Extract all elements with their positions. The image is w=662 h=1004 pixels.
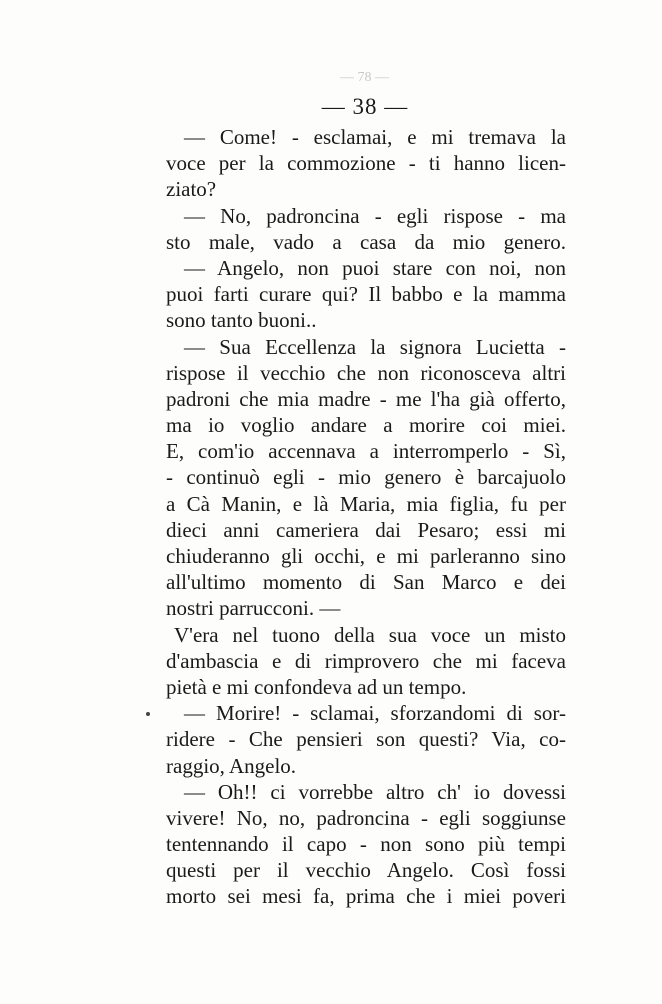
text-line: dieci anni cameriera dai Pesaro; essi mi xyxy=(166,517,566,542)
text-line: chiuderanno gli occhi, e mi parleranno sino xyxy=(166,544,566,568)
text-line: E, com'io accennava a interromperlo - Sì, xyxy=(166,439,566,464)
text-line: — Angelo, non puoi stare con noi, non xyxy=(184,255,566,280)
text-line: pietà e mi confondeva ad un tempo. xyxy=(166,674,467,699)
text-line: sto male, vado a casa da mio genero. xyxy=(166,229,566,254)
text-line: vivere! No, no, padroncina - egli soggiunse xyxy=(166,805,566,830)
text-line: questi per il vecchio Angelo. Così fossi xyxy=(166,858,566,883)
text-line: morto sei mesi fa, prima che i miei poveri xyxy=(166,884,566,909)
text-line: sono tanto buoni.. xyxy=(166,308,317,333)
text-line: — Morire! - sclamai, sforzandomi di sor- xyxy=(184,701,566,726)
text-line: voce per la commozione - ti hanno licen- xyxy=(166,151,566,176)
text-line: a Cà Manin, e là Maria, mia figlia, fu per xyxy=(166,491,566,516)
body-text xyxy=(166,124,566,910)
text-line: tentennando il capo - non sono più tempi xyxy=(166,832,566,857)
text-line: — No, padroncina - egli rispose - ma xyxy=(184,203,566,228)
text-line: padroni che mia madre - me l'ha già offerto, xyxy=(166,386,566,411)
text-line: — Sua Eccellenza la signora Lucietta - xyxy=(184,334,566,359)
text-line: all'ultimo momento di San Marco e dei xyxy=(166,570,566,595)
text-line: raggio, Angelo. xyxy=(166,753,297,778)
text-line: puoi farti curare qui? Il babbo e la mamma xyxy=(166,282,566,307)
page-number: — 38 — xyxy=(321,94,409,119)
margin-mark xyxy=(146,712,150,716)
text-line: nostri parrucconi. — xyxy=(166,596,341,621)
text-line: d'ambascia e di rimprovero che mi faceva xyxy=(166,648,566,673)
bleed-through-page-number: — 78 — xyxy=(340,70,389,85)
text-line: V'era nel tuono della sua voce un misto xyxy=(174,622,566,647)
text-line: ridere - Che pensieri son questi? Via, co- xyxy=(166,727,566,752)
text-line: rispose il vecchio che non riconosceva altri xyxy=(166,360,566,385)
text-line: — Oh!! ci vorrebbe altro ch' io dovessi xyxy=(184,779,566,804)
text-line: ziato? xyxy=(166,177,217,202)
text-line: ma io voglio andare a morire coi miei. xyxy=(166,413,566,438)
text-line: - continuò egli - mio genero è barcajuolo xyxy=(166,465,566,490)
text-line: — Come! - esclamai, e mi tremava la xyxy=(184,125,566,149)
